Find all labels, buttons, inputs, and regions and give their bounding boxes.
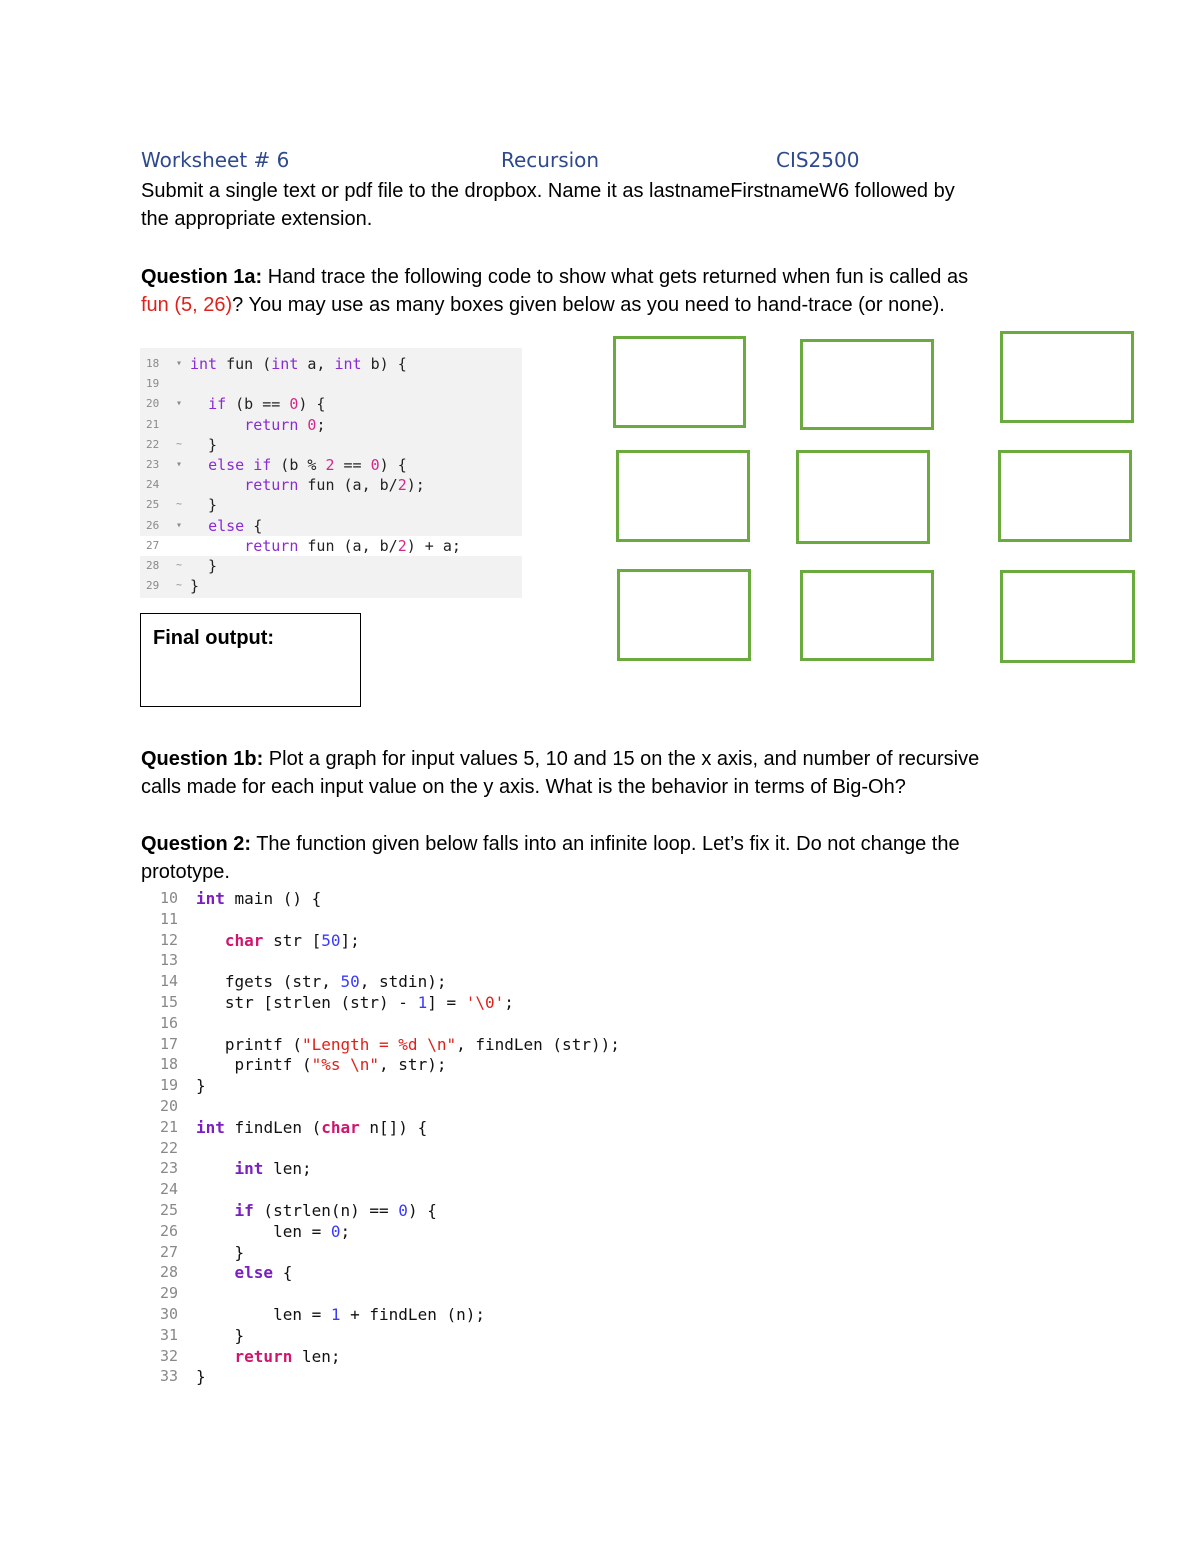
trace-box	[613, 336, 746, 428]
code-text: }	[196, 1325, 245, 1345]
worksheet-number: Worksheet # 6	[141, 148, 290, 172]
code-text: printf ("%s \n", str);	[196, 1055, 447, 1075]
line-number: 28	[159, 1263, 178, 1282]
submission-instructions	[141, 177, 955, 233]
line-number: 13	[159, 951, 178, 970]
trace-box	[800, 570, 934, 661]
line-number: 14	[159, 972, 178, 991]
trace-box	[1000, 331, 1134, 423]
question-2-text-2: prototype.	[141, 861, 230, 883]
code-text: if (strlen(n) == 0) {	[234, 1201, 437, 1220]
code-line	[140, 556, 522, 576]
code-text: }	[190, 557, 218, 575]
code-line	[140, 374, 522, 394]
code-line	[140, 435, 522, 455]
question-1a-label: Question 1a:	[141, 266, 263, 288]
question-1b	[141, 745, 1101, 801]
code-text: int fun (int a, int b) {	[190, 355, 407, 373]
code-text: return 0;	[244, 415, 326, 434]
instructions-line-1: Submit a single text or pdf file to the dropbox. Name it as lastnameFirstnameW6 followed by	[141, 180, 955, 202]
code-text: len = 0;	[196, 1221, 351, 1241]
code-line	[140, 576, 522, 596]
code-text: fgets (str, 50, stdin);	[196, 972, 447, 992]
trace-box	[998, 450, 1132, 542]
code-text: else {	[208, 516, 263, 535]
code-text: }	[190, 435, 218, 454]
question-2-label: Question 2:	[141, 833, 252, 855]
question-2	[141, 830, 1101, 886]
line-number: 11	[159, 909, 178, 928]
question-1b-text: Plot a graph for input values 5, 10 and 15 on the x axis, and number of recursive	[263, 748, 980, 770]
line-number: 27	[159, 1242, 178, 1261]
code-text: return len;	[234, 1346, 341, 1366]
line-number: 10	[159, 889, 178, 907]
line-number: 23	[146, 458, 160, 471]
instructions-line-2: the appropriate extension.	[141, 208, 373, 230]
fold-marker-icon: ▾	[176, 358, 183, 369]
code-line	[140, 536, 522, 556]
fold-marker-icon: ~	[176, 560, 183, 571]
line-number: 26	[159, 1221, 178, 1240]
line-number: 27	[146, 538, 160, 552]
code-line	[140, 455, 522, 475]
code-text: else if (b % 2 == 0) {	[208, 456, 407, 474]
code-text: }	[190, 496, 218, 515]
line-number: 21	[159, 1117, 178, 1136]
code-text: return fun (a, b/2) + a;	[244, 536, 461, 555]
trace-box	[800, 339, 934, 430]
line-number: 22	[146, 437, 160, 451]
code-line	[140, 495, 522, 515]
line-number: 26	[146, 518, 160, 532]
code-line	[140, 516, 522, 536]
code-text: len = 1 + findLen (n);	[196, 1305, 485, 1324]
fold-marker-icon: ▾	[176, 519, 183, 531]
line-number: 33	[159, 1367, 178, 1386]
final-output-label: Final output:	[153, 627, 275, 649]
worksheet-topic: Recursion	[501, 148, 600, 172]
line-number: 15	[159, 993, 178, 1011]
code-text: else {	[234, 1263, 293, 1283]
line-number: 21	[146, 417, 160, 431]
line-number: 19	[146, 377, 160, 391]
line-number: 28	[146, 559, 160, 572]
code-text: if (b == 0) {	[208, 395, 326, 414]
code-text: int len;	[234, 1159, 312, 1179]
line-number: 32	[159, 1346, 178, 1365]
code-line	[140, 415, 522, 435]
code-line	[140, 394, 522, 414]
line-number: 20	[146, 397, 160, 411]
trace-box	[616, 450, 750, 542]
line-number: 31	[159, 1325, 178, 1344]
course-code: CIS2500	[776, 148, 860, 172]
fold-marker-icon: ▾	[176, 398, 183, 410]
question-1b-label: Question 1b:	[141, 748, 264, 770]
line-number: 17	[159, 1034, 178, 1053]
code-line	[140, 475, 522, 495]
line-number: 24	[146, 478, 160, 492]
trace-box	[1000, 570, 1135, 663]
final-output-box	[140, 613, 361, 707]
code-text: str [strlen (str) - 1] = '\0';	[196, 993, 514, 1012]
code-text: printf ("Length = %d \n", findLen (str));	[196, 1034, 620, 1054]
line-number: 18	[159, 1055, 178, 1074]
question-1a-text: Hand trace the following code to show what gets returned when fun is called as	[262, 266, 969, 288]
fold-marker-icon: ▾	[176, 459, 183, 470]
line-number: 20	[159, 1097, 178, 1115]
code-text: }	[196, 1242, 245, 1262]
question-2-text: The function given below falls into an infinite loop. Let’s fix it. Do not change the	[251, 833, 960, 855]
line-number: 16	[159, 1013, 178, 1032]
line-number: 18	[146, 357, 160, 370]
fold-marker-icon: ~	[176, 580, 183, 592]
code-snippet-findlen	[140, 888, 760, 1392]
code-text: }	[196, 1076, 206, 1096]
trace-box	[796, 450, 930, 544]
code-text: }	[190, 577, 200, 596]
line-number: 19	[159, 1076, 178, 1095]
code-text: int findLen (char n[]) {	[196, 1117, 428, 1137]
fold-marker-icon: ~	[176, 499, 183, 511]
code-text: char str [50];	[224, 930, 360, 950]
fold-marker-icon: ~	[176, 438, 183, 450]
line-number: 23	[159, 1159, 178, 1178]
line-number: 25	[159, 1201, 178, 1219]
code-line	[140, 354, 522, 374]
code-text: int main () {	[196, 889, 322, 908]
function-call: fun (5, 26)	[141, 294, 233, 316]
line-number: 29	[146, 579, 160, 593]
line-number: 25	[146, 498, 160, 512]
line-number: 12	[159, 930, 178, 949]
line-number: 30	[159, 1305, 178, 1323]
code-text: }	[196, 1367, 206, 1387]
trace-box	[617, 569, 751, 661]
code-text: return fun (a, b/2);	[244, 476, 425, 495]
question-1a	[141, 263, 1101, 319]
line-number: 24	[159, 1180, 178, 1199]
question-1a-text-2: ? You may use as many boxes given below as you need to hand-trace (or none).	[232, 294, 945, 316]
code-snippet-fun	[140, 348, 522, 598]
line-number: 29	[159, 1284, 178, 1303]
question-1b-text-2: calls made for each input value on the y axis. What is the behavior in terms of Big-Oh?	[141, 776, 906, 798]
line-number: 22	[159, 1138, 178, 1157]
